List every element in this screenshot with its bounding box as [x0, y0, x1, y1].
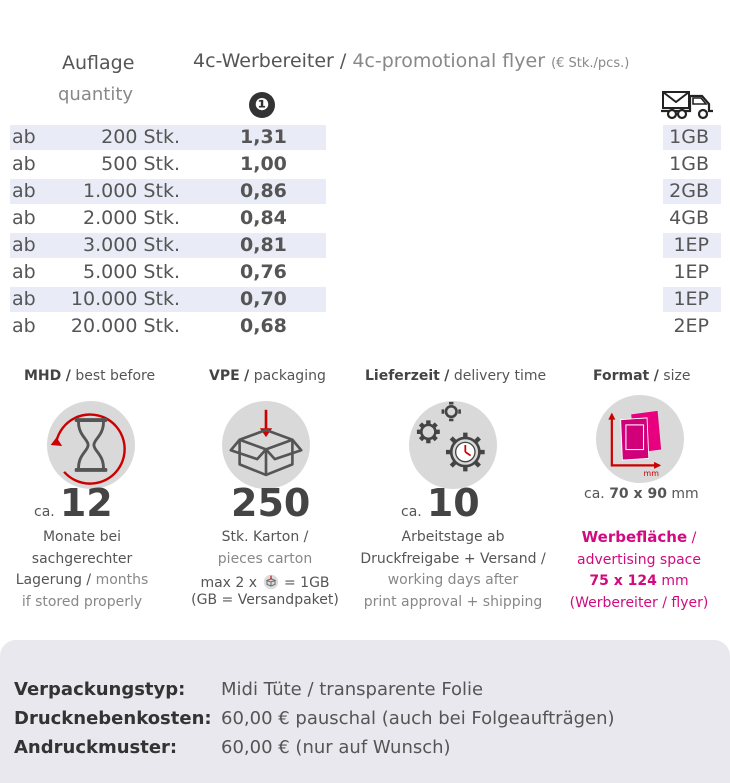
format-size-value: 70 x 90 — [609, 486, 667, 502]
print-cost-value: 60,00 € pauschal (auch bei Folgeaufträgen) — [221, 708, 615, 729]
delivery-value-line — [401, 481, 480, 525]
format-size-unit: mm — [671, 486, 699, 502]
row-quantity: 2.000 Stk. — [83, 207, 180, 229]
format-area-title: Werbefläche — [581, 528, 688, 546]
proof-sample-value: 60,00 € (nur auf Wunsch) — [221, 737, 451, 758]
vpe-desc-line1: Stk. Karton / — [221, 529, 309, 545]
vpe-desc-line3a: max 2 x — [200, 575, 258, 591]
mhd-description — [8, 527, 156, 613]
mhd-desc-line3 — [8, 570, 156, 592]
delivery-desc-line3: working days after — [387, 572, 519, 588]
row-quantity: 200 Stk. — [101, 126, 180, 148]
product-title-en: 4c-promotional flyer — [352, 50, 546, 72]
format-title-de: Format — [593, 368, 650, 384]
row-shipping: 1GB — [669, 153, 709, 175]
mhd-desc-line1: Monate bei — [42, 529, 122, 545]
product-title-de: 4c-Werbereiter — [193, 50, 334, 72]
packaging-type-label: Verpackungstyp: — [14, 679, 186, 700]
format-area-value: 75 x 124 — [589, 573, 657, 589]
mhd-desc-line3-de: Lagerung / — [15, 572, 92, 588]
truck-with-letter-icon — [660, 84, 718, 122]
format-size-prefix: ca. — [584, 486, 605, 502]
row-price: 1,00 — [240, 153, 287, 175]
row-shipping: 2EP — [673, 315, 709, 337]
delivery-desc-line2: Druckfreigabe + Versand / — [360, 550, 546, 567]
row-shipping: 1EP — [673, 288, 709, 310]
row-price: 1,31 — [240, 126, 287, 148]
print-cost-label: Drucknebenkosten: — [14, 708, 212, 729]
hourglass-icon — [43, 397, 139, 493]
vpe-value: 250 — [231, 481, 311, 525]
row-price: 0,81 — [240, 234, 287, 256]
format-heading: Format / size — [593, 368, 691, 384]
delivery-prefix: ca. — [401, 504, 422, 520]
row-prefix: ab — [12, 153, 36, 175]
row-price: 0,68 — [240, 315, 287, 337]
row-prefix: ab — [12, 261, 36, 283]
format-icon — [596, 395, 684, 483]
row-quantity: 10.000 Stk. — [70, 288, 180, 310]
mhd-title-en: best before — [75, 368, 156, 384]
vpe-description — [190, 527, 340, 609]
mhd-title-de: MHD — [24, 368, 62, 384]
vpe-title-en: packaging — [253, 368, 326, 384]
vpe-desc-line3 — [190, 574, 340, 592]
format-icon-label: mm — [643, 468, 659, 478]
product-title — [193, 50, 629, 72]
delivery-title-de: Lieferzeit — [365, 368, 440, 384]
row-quantity: 500 Stk. — [101, 153, 180, 175]
delivery-heading: Lieferzeit / delivery time — [365, 368, 547, 384]
format-area-en: advertising space — [577, 551, 701, 568]
vpe-desc-line4: (GB = Versandpaket) — [191, 592, 339, 608]
small-box-icon — [262, 574, 280, 590]
row-prefix: ab — [12, 207, 36, 229]
product-title-separator: / — [333, 50, 353, 72]
row-price: 0,70 — [240, 288, 287, 310]
quantity-header: Auflage — [62, 52, 135, 74]
row-shipping: 4GB — [669, 207, 709, 229]
row-shipping: 1EP — [673, 261, 709, 283]
row-shipping: 2GB — [669, 180, 709, 202]
vpe-title-de: VPE — [209, 368, 240, 384]
mhd-desc-line3-en: months — [95, 572, 149, 588]
mhd-value: 12 — [59, 481, 113, 525]
mhd-prefix: ca. — [34, 504, 55, 520]
vpe-desc-line2: pieces carton — [217, 550, 313, 567]
delivery-description — [358, 527, 548, 613]
mhd-value-line — [34, 481, 113, 525]
row-price: 0,76 — [240, 261, 287, 283]
row-prefix: ab — [12, 234, 36, 256]
row-shipping: 1GB — [669, 126, 709, 148]
vpe-heading: VPE / packaging — [209, 368, 326, 384]
format-area-size — [560, 571, 718, 593]
row-price: 0,86 — [240, 180, 287, 202]
packaging-type-value: Midi Tüte / transparente Folie — [221, 679, 484, 700]
box-icon — [222, 401, 310, 489]
row-quantity: 5.000 Stk. — [83, 261, 180, 283]
row-price: 0,84 — [240, 207, 287, 229]
format-area-sep: / — [687, 530, 697, 546]
format-area-unit: mm — [661, 573, 689, 589]
row-quantity: 3.000 Stk. — [83, 234, 180, 256]
product-unit: (€ Stk./pcs.) — [551, 56, 630, 71]
format-size — [584, 486, 699, 502]
vpe-desc-line3b: = 1GB — [283, 575, 330, 591]
quantity-header-en: quantity — [58, 84, 134, 105]
delivery-value: 10 — [426, 481, 480, 525]
row-quantity: 20.000 Stk. — [70, 315, 180, 337]
format-description — [560, 527, 718, 614]
mhd-heading: MHD / best before — [24, 368, 156, 384]
delivery-title-en: delivery time — [453, 368, 547, 384]
gears-clock-icon — [409, 401, 497, 489]
row-quantity: 1.000 Stk. — [83, 180, 180, 202]
row-prefix: ab — [12, 288, 36, 310]
format-area-heading — [560, 527, 718, 550]
mhd-desc-line2: sachgerechter — [31, 550, 133, 567]
delivery-desc-line1: Arbeitstage ab — [401, 529, 505, 545]
format-title-en: size — [663, 368, 691, 384]
price-column-badge: ❶ — [249, 92, 275, 118]
format-area-note: (Werbereiter / flyer) — [569, 594, 709, 611]
mhd-desc-line4: if stored properly — [21, 593, 143, 610]
row-shipping: 1EP — [673, 234, 709, 256]
row-prefix: ab — [12, 180, 36, 202]
delivery-desc-line4: print approval + shipping — [363, 593, 543, 610]
proof-sample-label: Andruckmuster: — [14, 737, 178, 758]
row-prefix: ab — [12, 126, 36, 148]
row-prefix: ab — [12, 315, 36, 337]
